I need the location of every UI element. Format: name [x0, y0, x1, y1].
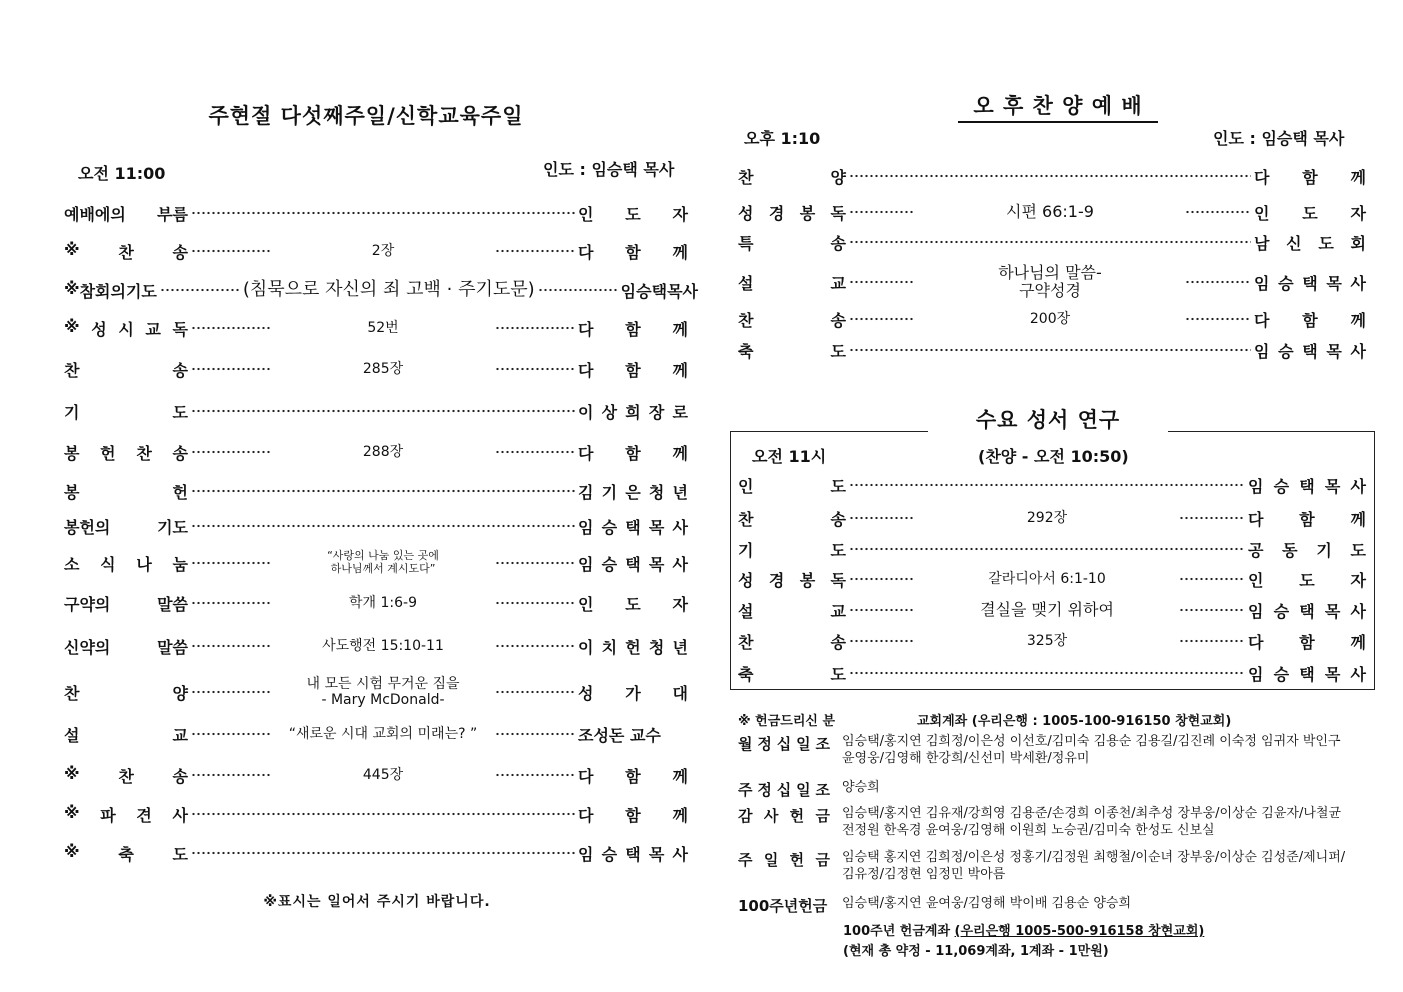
- order-row: [64, 551, 688, 575]
- leader-dots: [191, 769, 271, 781]
- order-row: [64, 440, 688, 464]
- order-label: 봉헌의 기도: [64, 517, 188, 537]
- leader-dots: [1185, 206, 1251, 218]
- order-label: 소 식 나 눔: [64, 554, 188, 574]
- order-label: 특 송: [738, 233, 846, 253]
- order-row: [64, 841, 688, 865]
- afternoon-title: 오 후 찬 양 예 배: [958, 90, 1158, 123]
- order-label: 찬 송: [738, 509, 846, 529]
- order-detail: 하나님의 말씀- 구약성경: [998, 262, 1102, 300]
- order-label: ※ 찬 송: [64, 239, 188, 262]
- leader-dots: [495, 322, 575, 334]
- order-label: ※ 참회의 기도: [64, 278, 157, 301]
- order-presenter: 김 기 은 청 년: [578, 482, 688, 502]
- order-presenter: 임 승 택 목 사: [578, 517, 688, 537]
- order-detail: 285장: [362, 360, 404, 377]
- order-row: [64, 239, 688, 263]
- morning-leader: 인도 : 임승택 목사: [543, 160, 675, 179]
- order-presenter: 임 승 택 목 사: [620, 281, 699, 301]
- leader-dots: [849, 276, 915, 288]
- offering-row: [738, 805, 1378, 839]
- order-row: [738, 230, 1366, 254]
- order-presenter: 다 함 께: [578, 360, 688, 380]
- order-presenter: 남 신 도 회: [1254, 233, 1366, 253]
- leader-dots: [495, 640, 575, 652]
- leader-dots: [538, 284, 618, 296]
- leader-dots: [191, 557, 271, 569]
- order-row: [64, 802, 688, 826]
- leader-dots: [495, 686, 575, 698]
- order-label: 찬 양: [738, 167, 846, 187]
- leader-dots: [849, 170, 1251, 182]
- offering-label: 100주년헌금: [738, 897, 828, 915]
- order-label: 찬 송: [64, 360, 188, 380]
- leader-dots: [191, 446, 271, 458]
- order-label: 기 도: [738, 540, 846, 560]
- leader-dots: [191, 597, 271, 609]
- offering-names: 양승희: [842, 780, 880, 795]
- order-presenter: 이 상 희 장 로: [578, 402, 688, 422]
- order-label: 설 교: [64, 725, 188, 745]
- leader-dots: [1185, 313, 1251, 325]
- order-presenter: 임 승 택 목 사: [1254, 273, 1366, 293]
- leader-dots: [191, 686, 271, 698]
- order-label: ※ 찬 송: [64, 763, 188, 786]
- order-row: [64, 634, 688, 658]
- offering-label: 월 정 십 일 조: [738, 735, 830, 753]
- order-row: [738, 262, 1366, 300]
- order-detail: 갈라디아서 6:1-10: [988, 570, 1106, 587]
- leader-dots: [191, 363, 271, 375]
- order-presenter: 인 도 자: [578, 204, 688, 224]
- leader-dots: [191, 245, 271, 257]
- offering-label: 감 사 헌 금: [738, 807, 830, 825]
- leader-dots: [849, 543, 1245, 555]
- order-label: 성 경 봉 독: [738, 570, 846, 590]
- order-presenter: 다 함 께: [1254, 167, 1366, 187]
- leader-dots: [849, 667, 1245, 679]
- order-detail: 52번: [367, 319, 399, 336]
- order-label: 인 도: [738, 476, 846, 496]
- leader-dots: [849, 512, 915, 524]
- order-label: 찬 양: [64, 683, 188, 703]
- leader-dots: [495, 363, 575, 375]
- order-row: [738, 200, 1366, 224]
- leader-dots: [849, 206, 915, 218]
- order-row: [738, 338, 1366, 362]
- order-label: 구약의 말씀: [64, 594, 188, 614]
- leader-dots: [1179, 635, 1245, 647]
- order-label: ※ 파 견 사: [64, 802, 188, 825]
- order-label: 기 도: [64, 402, 188, 422]
- leader-dots: [1185, 276, 1251, 288]
- order-label: 예배에의 부름: [64, 204, 188, 224]
- leader-dots: [191, 808, 575, 820]
- order-row: [738, 661, 1366, 685]
- order-presenter: 성 가 대: [578, 683, 688, 703]
- leader-dots: [495, 728, 575, 740]
- wednesday-title: 수요 성서 연구: [975, 408, 1121, 432]
- offering-label: 주 일 헌 금: [738, 851, 830, 869]
- order-presenter: 임 승 택 목 사: [578, 554, 688, 574]
- leader-dots: [849, 236, 1251, 248]
- order-detail: “새로운 시대 교회의 미래는? ”: [288, 725, 478, 742]
- leader-dots: [191, 405, 575, 417]
- order-row: [64, 357, 688, 381]
- order-row: [738, 164, 1366, 188]
- leader-dots: [191, 485, 575, 497]
- order-label: ※ 축 도: [64, 841, 188, 864]
- offering-header-label: ※ 헌금드리신 분: [738, 714, 836, 729]
- leader-dots: [849, 573, 915, 585]
- morning-time: 오전 11:00: [78, 164, 166, 183]
- order-presenter: 다 함 께: [578, 766, 688, 786]
- order-row: [64, 399, 688, 423]
- order-presenter: 인 도 자: [1248, 570, 1366, 590]
- order-presenter: 다 함 께: [1254, 310, 1366, 330]
- order-label: 성 경 봉 독: [738, 203, 846, 223]
- order-label: ※ 성 시 교 독: [64, 316, 188, 339]
- order-presenter: 조성돈 교수: [578, 725, 661, 745]
- order-row: [738, 537, 1366, 561]
- order-detail: 200장: [1029, 310, 1071, 327]
- wednesday-subtime: (찬양 - 오전 10:50): [978, 447, 1129, 466]
- leader-dots: [191, 847, 575, 859]
- order-label: 찬 송: [738, 310, 846, 330]
- order-label: 축 도: [738, 341, 846, 361]
- order-row: [64, 479, 688, 503]
- leader-dots: [849, 313, 915, 325]
- order-label: 봉 헌: [64, 482, 188, 502]
- offering-names: 임승택/홍지연 김희정/이은성 이선호/김미숙 김용순 김용길/김진례 이숙정 임귀자 박인구 윤영웅/김영해 한강희/신선미 박세환/정유미: [842, 734, 1341, 766]
- order-label: 찬 송: [738, 632, 846, 652]
- offering-row: [738, 779, 1378, 800]
- offering-names: 임승택 홍지연 김희정/이은성 정홍기/김정원 최행철/이순녀 장부웅/이상순 김성준/제니퍼/ 김유정/김정현 임정민 박아름: [842, 850, 1346, 882]
- order-presenter: 공 동 기 도: [1248, 540, 1366, 560]
- order-label: 신약의 말씀: [64, 637, 188, 657]
- order-detail: 시편 66:1-9: [1006, 201, 1094, 221]
- order-row: [738, 567, 1366, 591]
- order-detail: 사도행전 15:10-11: [322, 637, 444, 654]
- leader-dots: [849, 635, 915, 647]
- leader-dots: [495, 597, 575, 609]
- order-label: 축 도: [738, 664, 846, 684]
- order-detail: 2장: [371, 242, 395, 259]
- order-presenter: 임 승 택 목 사: [1248, 476, 1366, 496]
- offering-row: [738, 849, 1378, 883]
- order-row: [64, 763, 688, 787]
- offering-names: 임승택/홍지연 윤여웅/김영해 박이배 김용순 양승희: [842, 896, 1132, 911]
- order-detail: 292장: [1026, 509, 1068, 526]
- order-presenter: 다 함 께: [578, 319, 688, 339]
- order-presenter: 임 승 택 목 사: [578, 844, 688, 864]
- leader-dots: [191, 520, 575, 532]
- centennial-account: 100주년 헌금계좌 (우리은행 1005-500-916158 창현교회): [843, 924, 1205, 939]
- centennial-total: (현재 총 약정 - 11,069계좌, 1계좌 - 1만원): [843, 944, 1109, 959]
- order-row: [64, 514, 688, 538]
- offering-row: [738, 733, 1378, 767]
- leader-dots: [495, 769, 575, 781]
- order-presenter: 인 도 자: [578, 594, 688, 614]
- leader-dots: [191, 728, 271, 740]
- order-row: [738, 629, 1366, 653]
- order-presenter: 임 승 택 목 사: [1254, 341, 1366, 361]
- offering-row: [738, 895, 1378, 916]
- stand-footnote: ※표시는 일어서 주시기 바랍니다.: [263, 894, 491, 910]
- order-detail: 학개 1:6-9: [349, 594, 417, 611]
- order-row: [64, 591, 688, 615]
- order-label: 설 교: [738, 601, 846, 621]
- afternoon-leader: 인도 : 임승택 목사: [1213, 129, 1345, 148]
- order-row: [64, 201, 688, 225]
- order-detail: 325장: [1026, 632, 1068, 649]
- order-row: [64, 278, 699, 302]
- leader-dots: [1179, 604, 1245, 616]
- left-title: 주현절 다섯째주일/신학교육주일: [208, 104, 524, 128]
- leader-dots: [495, 557, 575, 569]
- order-label: 봉 헌 찬 송: [64, 443, 188, 463]
- order-detail: 내 모든 시험 무거운 짐을 - Mary McDonald-: [306, 675, 460, 708]
- leader-dots: [191, 640, 271, 652]
- order-row: [738, 506, 1366, 530]
- leader-dots: [495, 446, 575, 458]
- order-label: 설 교: [738, 273, 846, 293]
- order-presenter: 다 함 께: [1248, 632, 1366, 652]
- order-row: [738, 473, 1366, 497]
- leader-dots: [1179, 512, 1245, 524]
- leader-dots: [495, 245, 575, 257]
- order-detail: 288장: [362, 443, 404, 460]
- afternoon-time: 오후 1:10: [744, 129, 821, 148]
- order-row: [738, 307, 1366, 331]
- leader-dots: [849, 344, 1251, 356]
- order-row: [64, 722, 688, 746]
- leader-dots: [160, 284, 240, 296]
- offering-header-account: 교회계좌 (우리은행 : 1005-100-916150 창현교회): [917, 714, 1232, 729]
- leader-dots: [191, 207, 575, 219]
- order-presenter: 인 도 자: [1254, 203, 1366, 223]
- order-detail: 445장: [362, 766, 404, 783]
- wednesday-time: 오전 11시: [752, 447, 827, 466]
- order-presenter: 다 함 께: [578, 805, 688, 825]
- offering-names: 임승택/홍지연 김유재/강희영 김용준/손경희 이종천/최추성 장부웅/이상순 김윤자/나철균 전정원 한옥경 윤여웅/김영해 이원희 노승권/김미숙 한성도 신보실: [842, 806, 1342, 838]
- leader-dots: [849, 604, 915, 616]
- order-presenter: 임 승 택 목 사: [1248, 601, 1366, 621]
- order-presenter: 다 함 께: [578, 242, 688, 262]
- order-row: [64, 316, 688, 340]
- order-presenter: 임 승 택 목 사: [1248, 664, 1366, 684]
- leader-dots: [191, 322, 271, 334]
- leader-dots: [849, 479, 1245, 491]
- order-detail: (침묵으로 자신의 죄 고백 · 주기도문): [242, 278, 535, 300]
- order-presenter: 이 치 헌 청 년: [578, 637, 688, 657]
- offering-label: 주 정 십 일 조: [738, 781, 830, 799]
- order-row: [64, 675, 688, 708]
- leader-dots: [1179, 573, 1245, 585]
- order-presenter: 다 함 께: [1248, 509, 1366, 529]
- order-row: [738, 598, 1366, 622]
- order-detail: “사랑의 나눔 있는 곳에 하나님께서 계시도다”: [327, 549, 439, 575]
- order-detail: 결실을 맺기 위하여: [980, 599, 1114, 619]
- order-presenter: 다 함 께: [578, 443, 688, 463]
